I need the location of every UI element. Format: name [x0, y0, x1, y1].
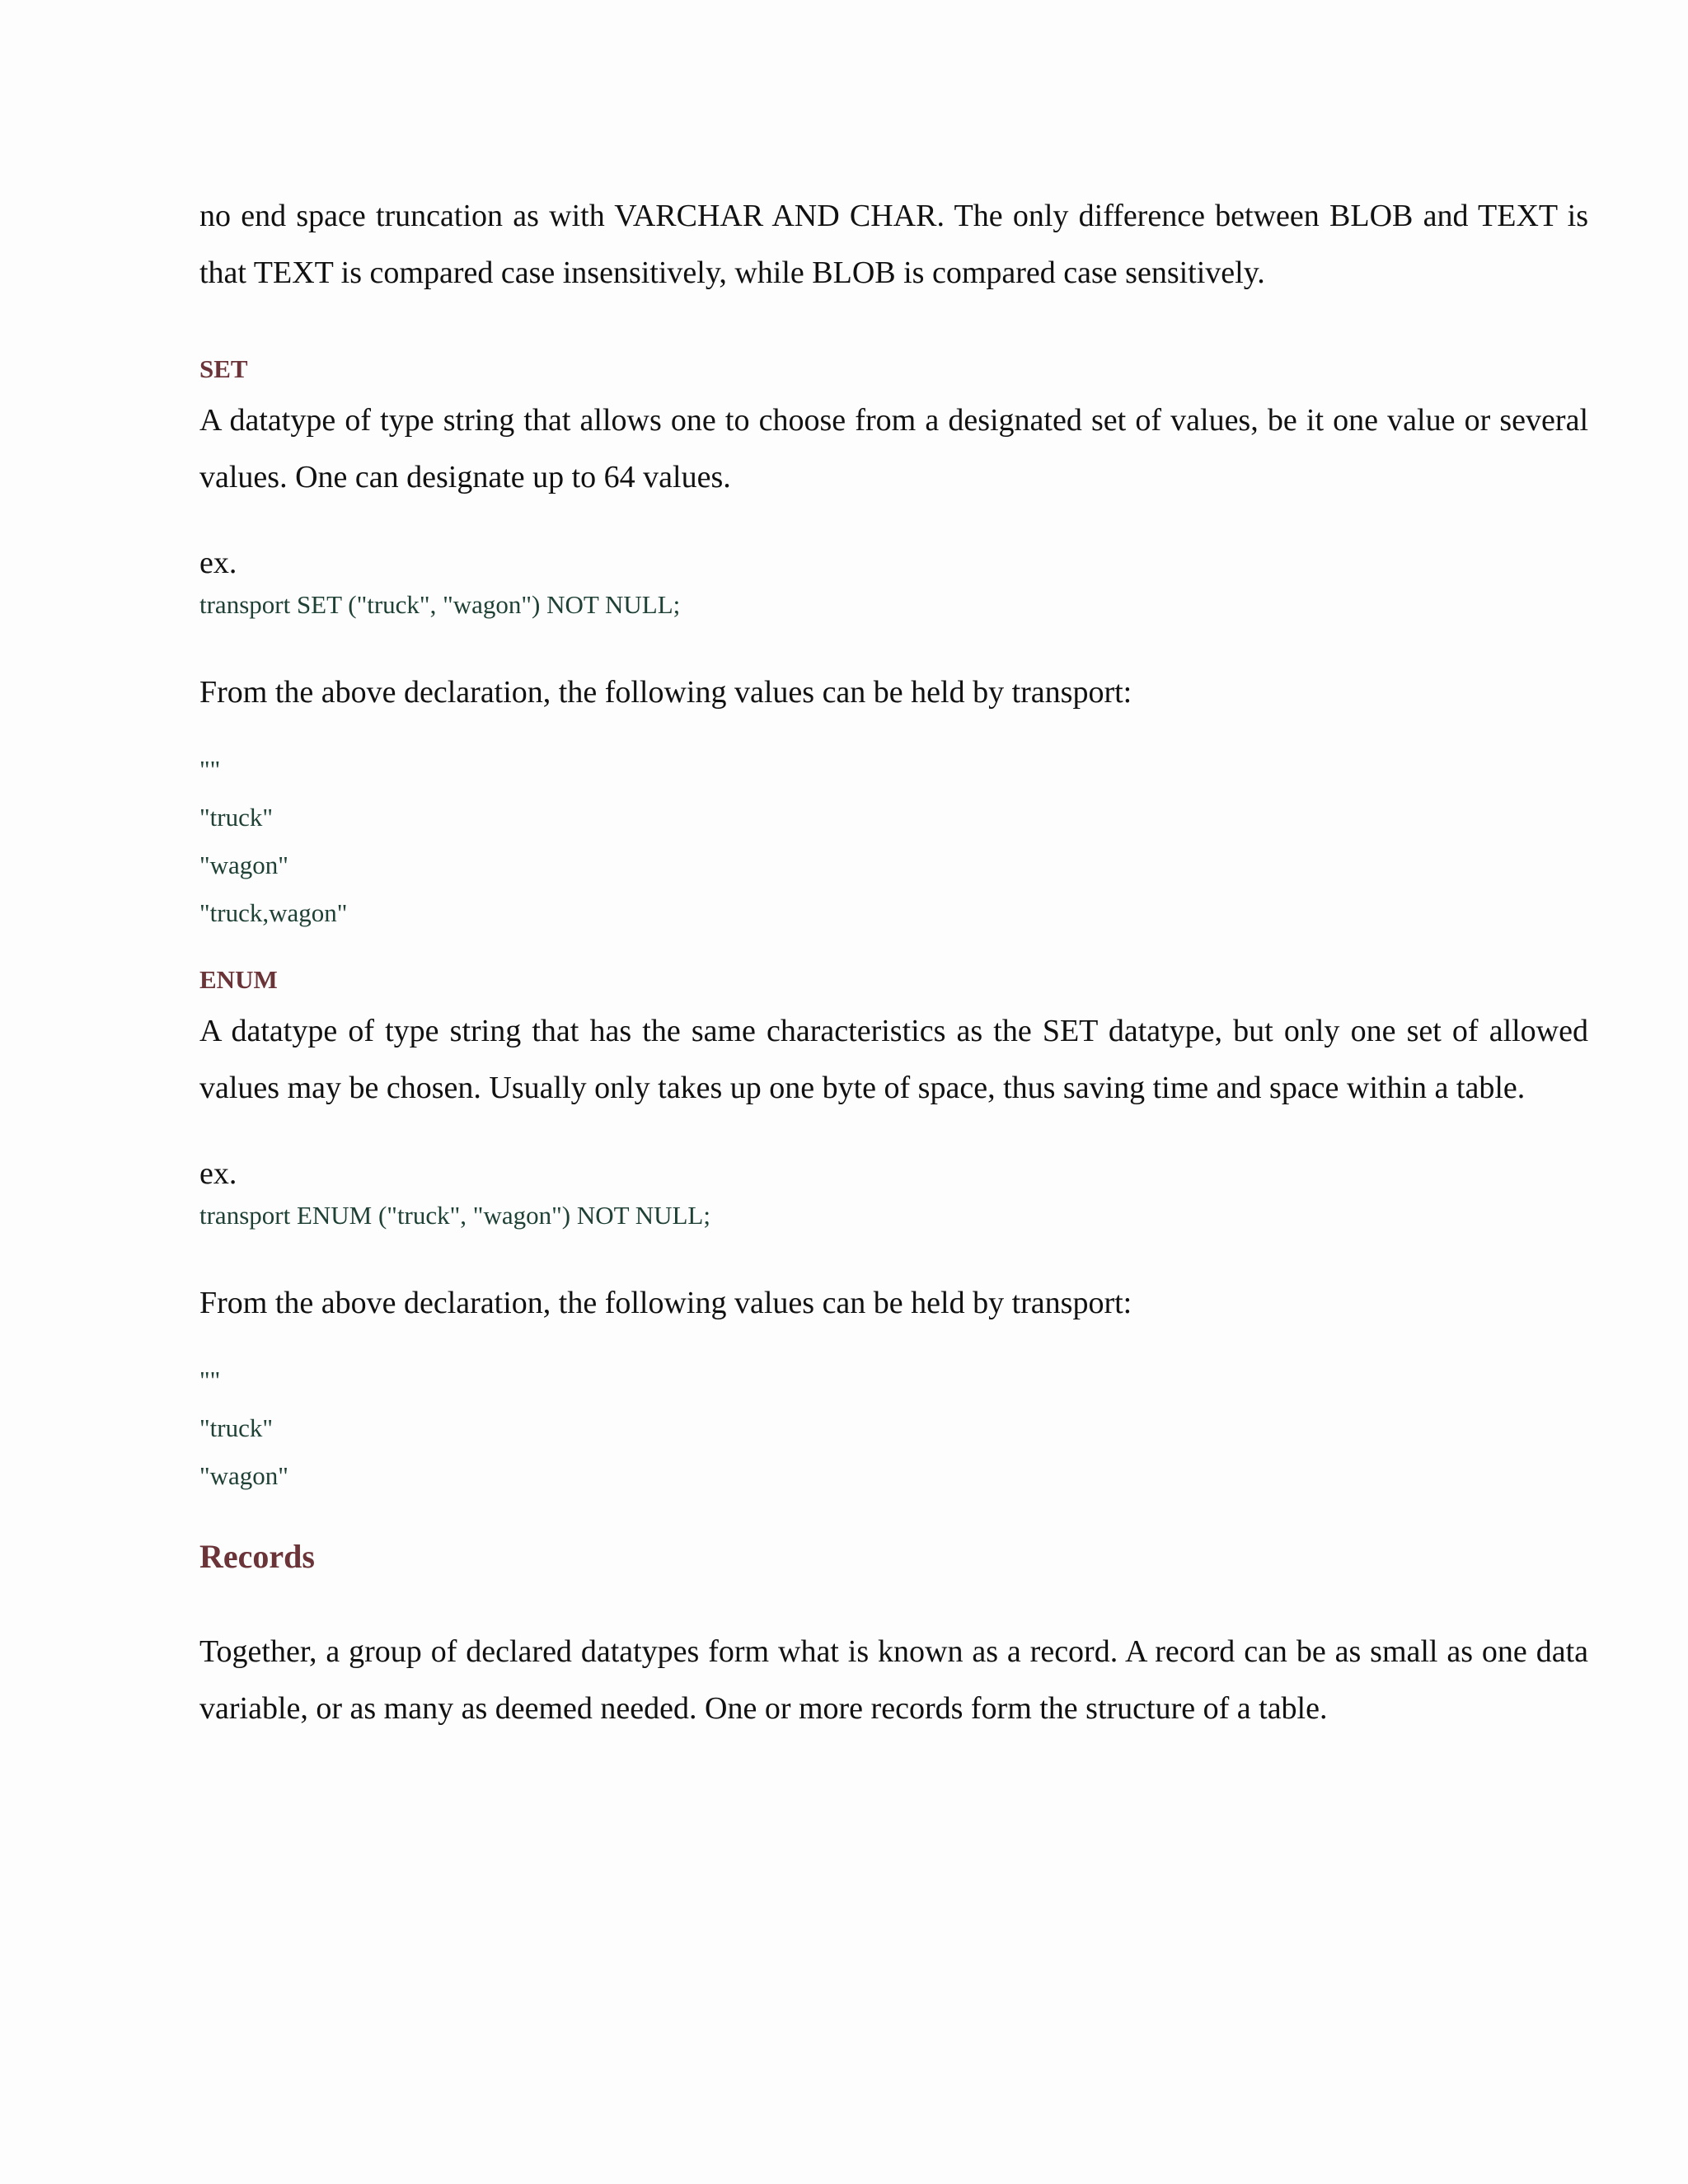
records-heading: Records: [199, 1538, 315, 1575]
page-content: [199, 188, 1588, 1737]
enum-code-example: transport ENUM ("truck", "wagon") NOT NULL;: [199, 1201, 710, 1230]
enum-value-item: "truck": [199, 1413, 274, 1442]
records-description: Together, a group of declared datatypes form what is known as a record. A record can be as small as one data variable, or as many as deemed needed. One or more records form the structure of a table.: [199, 1634, 1588, 1726]
enum-heading: ENUM: [199, 965, 278, 994]
set-code-example: transport SET ("truck", "wagon") NOT NULL;: [199, 590, 681, 619]
set-heading: SET: [199, 354, 248, 383]
set-value-item: "wagon": [199, 851, 288, 879]
enum-value-item: "wagon": [199, 1461, 288, 1490]
enum-values-list: [199, 1357, 1588, 1500]
set-values-intro: From the above declaration, the following values can be held by transport:: [199, 675, 1132, 710]
blob-text-paragraph: no end space truncation as with VARCHAR AND CHAR. The only difference between BLOB and TEXT is that TEXT is compared case insensitively, while BLOB is compared case sensitively.: [199, 199, 1588, 290]
set-value-item: "truck,wagon": [199, 898, 348, 927]
set-value-item: "truck": [199, 803, 274, 832]
set-values-list: [199, 746, 1588, 937]
enum-ex-label: ex.: [199, 1156, 237, 1191]
enum-value-item: "": [199, 1366, 221, 1394]
set-description: A datatype of type string that allows one to choose from a designated set of values, be it one value or several values. One can designate up to 64 values.: [199, 403, 1588, 494]
set-ex-label: ex.: [199, 546, 237, 580]
set-value-item: "": [199, 755, 221, 784]
enum-values-intro: From the above declaration, the following values can be held by transport:: [199, 1286, 1132, 1320]
enum-description: A datatype of type string that has the same characteristics as the SET datatype, but only one set of allowed values may be chosen. Usually only takes up one byte of space, thus saving time and space within a table.: [199, 1014, 1588, 1105]
